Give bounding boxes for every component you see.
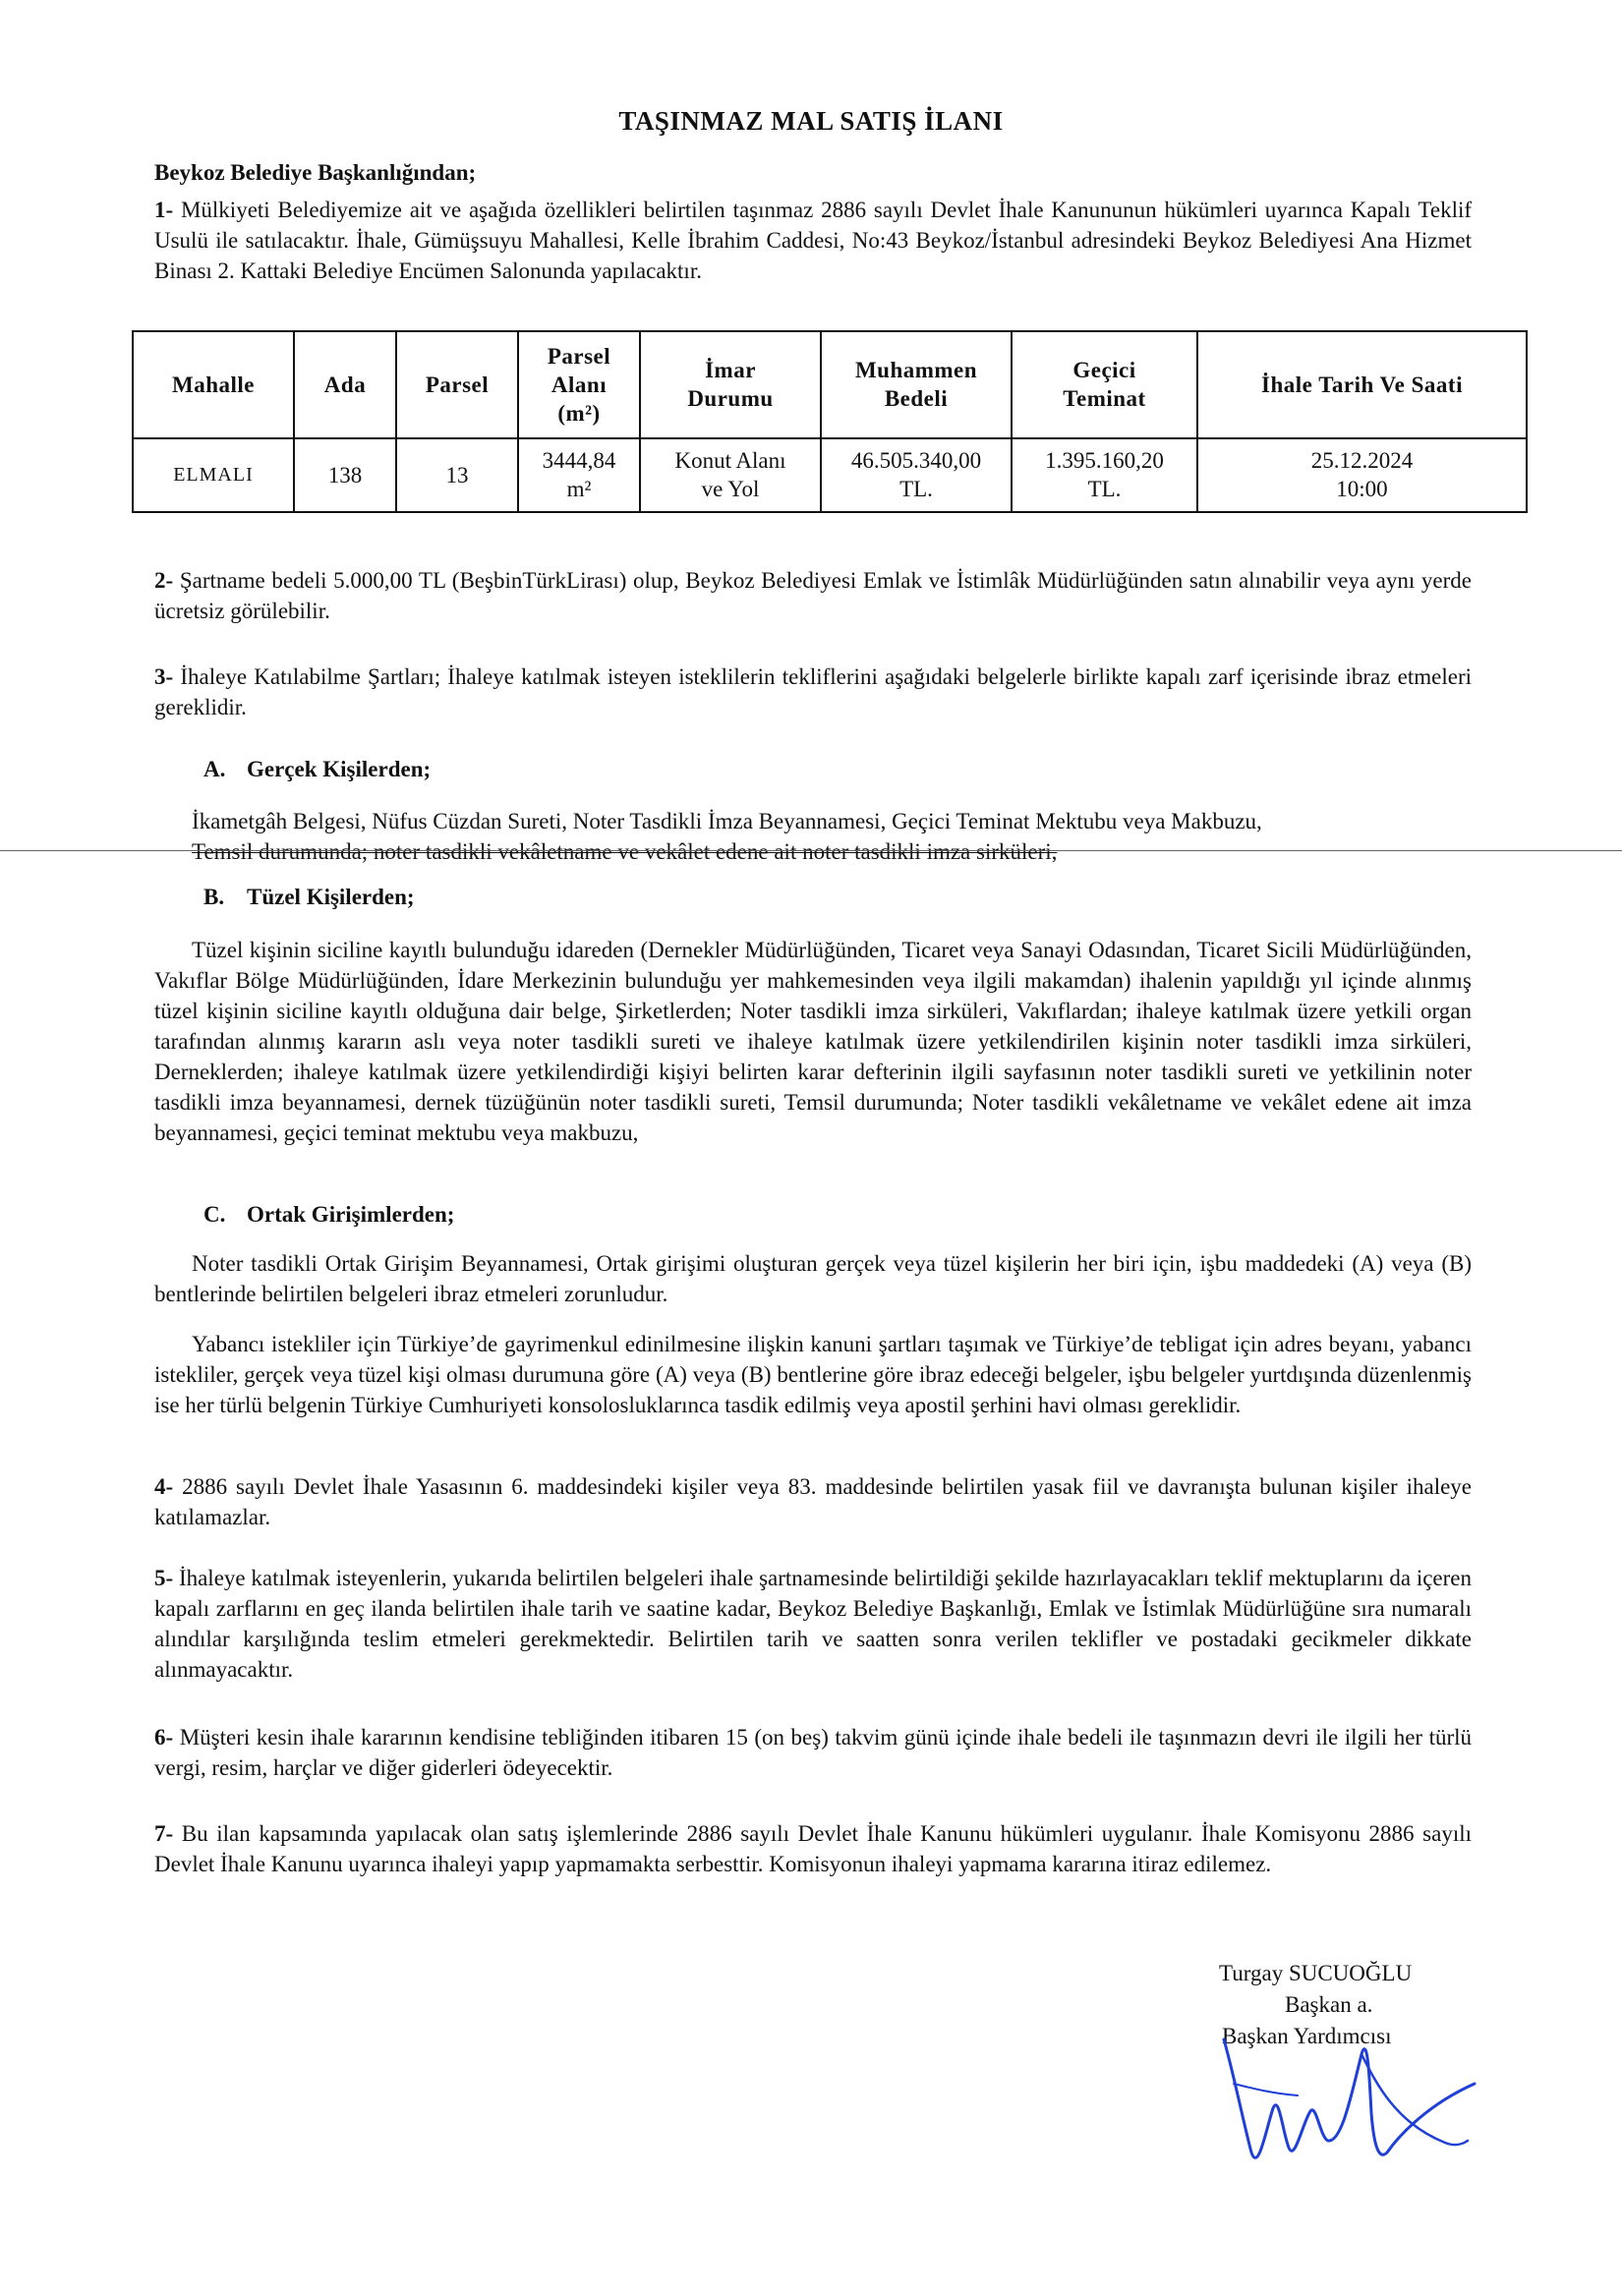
paragraph-number: 2-	[154, 568, 174, 593]
paragraph-text: Müşteri kesin ihale kararının kendisine tebliğinden itibaren 15 (on beş) takvim günü içinde ihale bedeli ile taşınmazın devri ile ilgili her türlü vergi, resim, harçlar ve diğer giderleri ödeyecektir.	[154, 1725, 1473, 1780]
signatory-title: Başkan a.	[1285, 1992, 1373, 2017]
header-parsel-alani: Parsel Alanı (m²)	[518, 331, 640, 438]
paragraph-number: 7-	[154, 1821, 174, 1846]
table-header-row	[133, 331, 1527, 438]
paragraph-4	[154, 1471, 1472, 1532]
paragraph-5	[154, 1563, 1472, 1685]
property-table	[132, 330, 1528, 513]
section-a-heading: A. Gerçek Kişilerden;	[203, 757, 432, 781]
signature-stroke	[1361, 2054, 1468, 2145]
paragraph-text: Mülkiyeti Belediyemize ait ve aşağıda özellikleri belirtilen taşınmaz 2886 sayılı Devlet İhale Kanununun hükümleri uyarınca Kapalı Teklif Usulü ile satılacaktır. İhale, Gümüşsuyu Mahallesi, Kelle İbrahim Caddesi, No:43 Beykoz/İstanbul adresindeki Beykoz Belediyesi Ana Hizmet Binası 2. Kattaki Belediye Encümen Salonunda yapılacaktır.	[154, 198, 1473, 283]
signatory-role: Başkan Yardımcısı	[1222, 2024, 1392, 2048]
paragraph-text: Bu ilan kapsamında yapılacak olan satış işlemlerinde 2886 sayılı Devlet İhale Kanunu hükümleri uygulanır. İhale Komisyonu 2886 sayılı Devlet İhale Kanunu uyarınca ihaleyi yapıp yapmamakta serbesttir. Komisyonun ihaleyi yapmama kararına itiraz edilemez.	[154, 1821, 1473, 1876]
header-mahalle: Mahalle	[133, 331, 294, 438]
paragraph-text: 2886 sayılı Devlet İhale Yasasının 6. maddesindeki kişiler veya 83. maddesinde belirtilen yasak fiil ve davranışta bulunan kişiler ihaleye katılamazlar.	[154, 1474, 1472, 1529]
paragraph-number: 1-	[154, 198, 174, 222]
paragraph-1	[154, 195, 1472, 286]
cell-imar-durumu: Konut Alanı ve Yol	[640, 438, 821, 512]
document-title: TAŞINMAZ MAL SATIŞ İLANI	[618, 106, 1004, 136]
section-c-text: Noter tasdikli Ortak Girişim Beyannamesi, Ortak girişimi oluşturan gerçek veya tüzel kişilerin her biri için, işbu maddedeki (A) veya (B) bentlerinde belirtilen belgeleri ibraz etmeleri zorunludur.	[154, 1251, 1472, 1306]
header-imar-durumu: İmar Durumu	[640, 331, 821, 438]
header-gecici-teminat: Geçici Teminat	[1012, 331, 1197, 438]
header-ihale-tarih: İhale Tarih Ve Saati	[1197, 331, 1527, 438]
cell-parsel-alani: 3444,84 m²	[518, 438, 640, 512]
handwritten-signature	[1204, 2015, 1479, 2182]
table-row	[133, 438, 1527, 512]
addressee: Beykoz Belediye Başkanlığından;	[154, 160, 477, 185]
paragraph-3	[154, 661, 1472, 722]
paragraph-7	[154, 1818, 1472, 1879]
header-ada: Ada	[294, 331, 396, 438]
cell-muhammen-bedeli: 46.505.340,00 TL.	[821, 438, 1012, 512]
paragraph-text: İhaleye katılmak isteyenlerin, yukarıda belirtilen belgeleri ihale şartnamesinde belirtildiği şekilde hazırlayacakları teklif mektuplarını da içeren kapalı zarflarını en geç ilanda belirtilen ihale tarih ve saatine kadar, Beykoz Belediye Başkanlığı, Emlak ve İstimlak Müdürlüğüne sıra numaralı alındılar karşılığında teslim etmeleri gerekmektedir. Belirtilen tarih ve saatten sonra verilen teklifler ve postadaki gecikmeler dikkate alınmayacaktır.	[154, 1566, 1472, 1682]
cell-ada: 138	[294, 438, 396, 512]
section-a-text: İkametgâh Belgesi, Nüfus Cüzdan Sureti, Noter Tasdikli İmza Beyannamesi, Geçici Teminat Mektubu veya Makbuzu,	[192, 809, 1262, 833]
section-c-heading: C. Ortak Girişimlerden;	[203, 1202, 455, 1227]
section-b-text: Tüzel kişinin siciline kayıtlı bulunduğu idareden (Dernekler Müdürlüğünden, Ticaret veya Sanayi Odasından, Ticaret Sicili Müdürlüğünden, Vakıflar Bölge Müdürlüğünden, İdare Merkezinin bulunduğu yer mahkemesinden veya ilgili makamdan) ihalenin yapıldığı yıl içinde alınmış tüzel kişinin siciline kayıtlı olduğuna dair belge, Şirketlerden; Noter tasdikli imza sirküleri, Vakıflardan; ihaleye katılmak üzere yetkili organ tarafından alınmış kararın aslı veya noter tasdikli sureti ve ihaleye katılmak üzere yetkilendirilen kişinin noter tasdikli imza sirküleri, Derneklerden; ihaleye katılmak üzere yetkilendirdiği kişiyi belirten karar defterinin ilgili sayfasının noter tasdikli sureti ve yetkilinin noter tasdikli imza beyannamesi, dernek tüzüğünün noter tasdikli sureti, Temsil durumunda; Noter tasdikli vekâletname ve vekâlet edene ait imza beyannamesi, geçici teminat mektubu veya makbuzu,	[154, 938, 1472, 1145]
paragraph-text: Şartname bedeli 5.000,00 TL (BeşbinTürkLirası) olup, Beykoz Belediyesi Emlak ve İstimlâk Müdürlüğünden satın alınabilir veya aynı yerde ücretsiz görülebilir.	[154, 568, 1473, 623]
cell-gecici-teminat: 1.395.160,20 TL.	[1012, 438, 1197, 512]
paragraph-2	[154, 565, 1472, 626]
cell-ihale-tarih: 25.12.2024 10:00	[1197, 438, 1527, 512]
header-muhammen-bedeli: Muhammen Bedeli	[821, 331, 1012, 438]
signature-stroke	[1234, 2084, 1298, 2095]
section-b-heading: B. Tüzel Kişilerden;	[203, 885, 415, 909]
cell-parsel: 13	[396, 438, 518, 512]
signatory-name: Turgay SUCUOĞLU	[1219, 1961, 1413, 1985]
header-parsel: Parsel	[396, 331, 518, 438]
paragraph-6	[154, 1722, 1472, 1783]
scan-crease-line	[0, 850, 1622, 851]
paragraph-text: İhaleye Katılabilme Şartları; İhaleye katılmak isteyen isteklilerin tekliflerini aşağıdaki belgelerle birlikte kapalı zarf içerisinde ibraz etmeleri gereklidir.	[154, 664, 1472, 719]
paragraph-number: 3-	[154, 664, 174, 689]
paragraph-number: 4-	[154, 1474, 174, 1499]
cell-mahalle: ELMALI	[133, 438, 294, 512]
section-a-text-struck: Temsil durumunda; noter tasdikli vekâletname ve vekâlet edene ait noter tasdikli imza sirküleri,	[192, 839, 1058, 864]
paragraph-number: 5-	[154, 1566, 174, 1590]
foreign-bidders-paragraph: Yabancı istekliler için Türkiye’de gayrimenkul edinilmesine ilişkin kanuni şartları taşımak ve Türkiye’de tebligat için adres beyanı, yabancı istekliler, gerçek veya tüzel kişi olması durumuna göre (A) veya (B) bentlerine göre ibraz edeceği belgeler, işbu belgeler yurtdışında düzenlenmiş ise her türlü belgenin Türkiye Cumhuriyeti konsolosluklarınca tasdik edilmiş veya apostil şerhini havi olması gereklidir.	[154, 1332, 1472, 1417]
paragraph-number: 6-	[154, 1725, 174, 1750]
